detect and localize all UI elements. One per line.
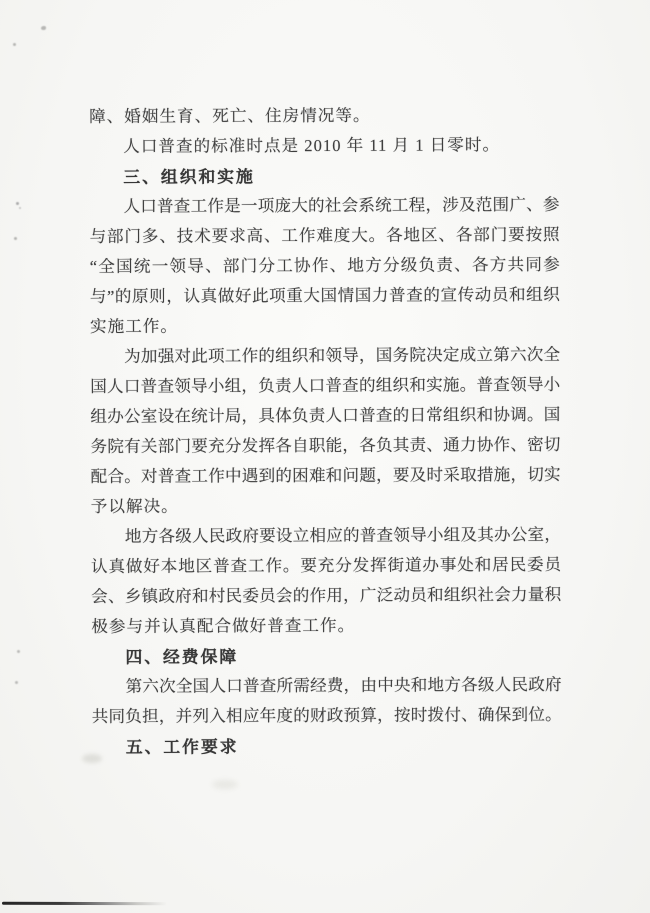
scan-smudge <box>82 754 102 763</box>
body-line: 障、婚姻生育、死亡、住房情况等。 <box>89 105 371 127</box>
scan-speck <box>13 43 16 46</box>
scan-speck <box>14 237 17 240</box>
body-line: 与”的原则，认真做好此项重大国情国力普查的宣传动员和组织 <box>89 284 560 307</box>
body-line: 会、乡镇政府和村民委员会的作用，广泛动员和组织社会力量积 <box>91 584 562 607</box>
body-line: 予以解决。 <box>90 496 179 517</box>
body-line: 为加强对此项工作的组织和领导，国务院决定成立第六次全 <box>124 344 561 366</box>
body-line: 与部门多、技术要求高、工作难度大。各地区、各部门要按照 <box>89 224 560 247</box>
scan-speck <box>16 202 19 205</box>
scan-speck <box>17 650 20 653</box>
body-line: 国人口普查领导小组，负责人口普查的组织和实施。普查领导小 <box>90 374 561 397</box>
body-line: 组办公室设在统计局，具体负责人口普查的日常组织和协调。国 <box>90 404 561 427</box>
body-line: 人口普查工作是一项庞大的社会系统工程，涉及范围广、参 <box>123 194 560 216</box>
body-line: 务院有关部门要充分发挥各自职能，各负其责、通力协作、密切 <box>90 434 561 457</box>
body-line: 人口普查的标准时点是 2010 年 11 月 1 日零时。 <box>123 135 501 156</box>
body-line: “全国统一领导、部门分工协作、地方分级负责、各方共同参 <box>89 254 560 277</box>
section-heading-4: 四、经费保障 <box>125 646 239 667</box>
section-heading-3: 三、组织和实施 <box>123 166 255 187</box>
scan-speck <box>19 207 21 209</box>
body-line: 极参与并认真配合做好普查工作。 <box>91 615 356 637</box>
document-text-block <box>89 100 562 762</box>
body-line: 共同负担，并列入相应年度的财政预算，按时拨付、确保到位。 <box>91 704 562 727</box>
body-line: 第六次全国人口普查所需经费，由中央和地方各级人民政府 <box>125 674 562 696</box>
scan-edge-artifact <box>2 902 167 905</box>
body-line: 地方各级人民政府要设立相应的普查领导小组及其办公室， <box>124 524 561 546</box>
section-heading-5: 五、工作要求 <box>125 736 239 757</box>
scan-speck <box>15 681 18 684</box>
scan-smudge <box>212 780 238 789</box>
body-line: 配合。对普查工作中遇到的困难和问题，要及时采取措施，切实 <box>90 464 561 487</box>
scan-speck <box>41 26 46 30</box>
body-line: 认真做好本地区普查工作。要充分发挥街道办事处和居民委员 <box>90 554 562 577</box>
body-line: 实施工作。 <box>89 316 178 337</box>
